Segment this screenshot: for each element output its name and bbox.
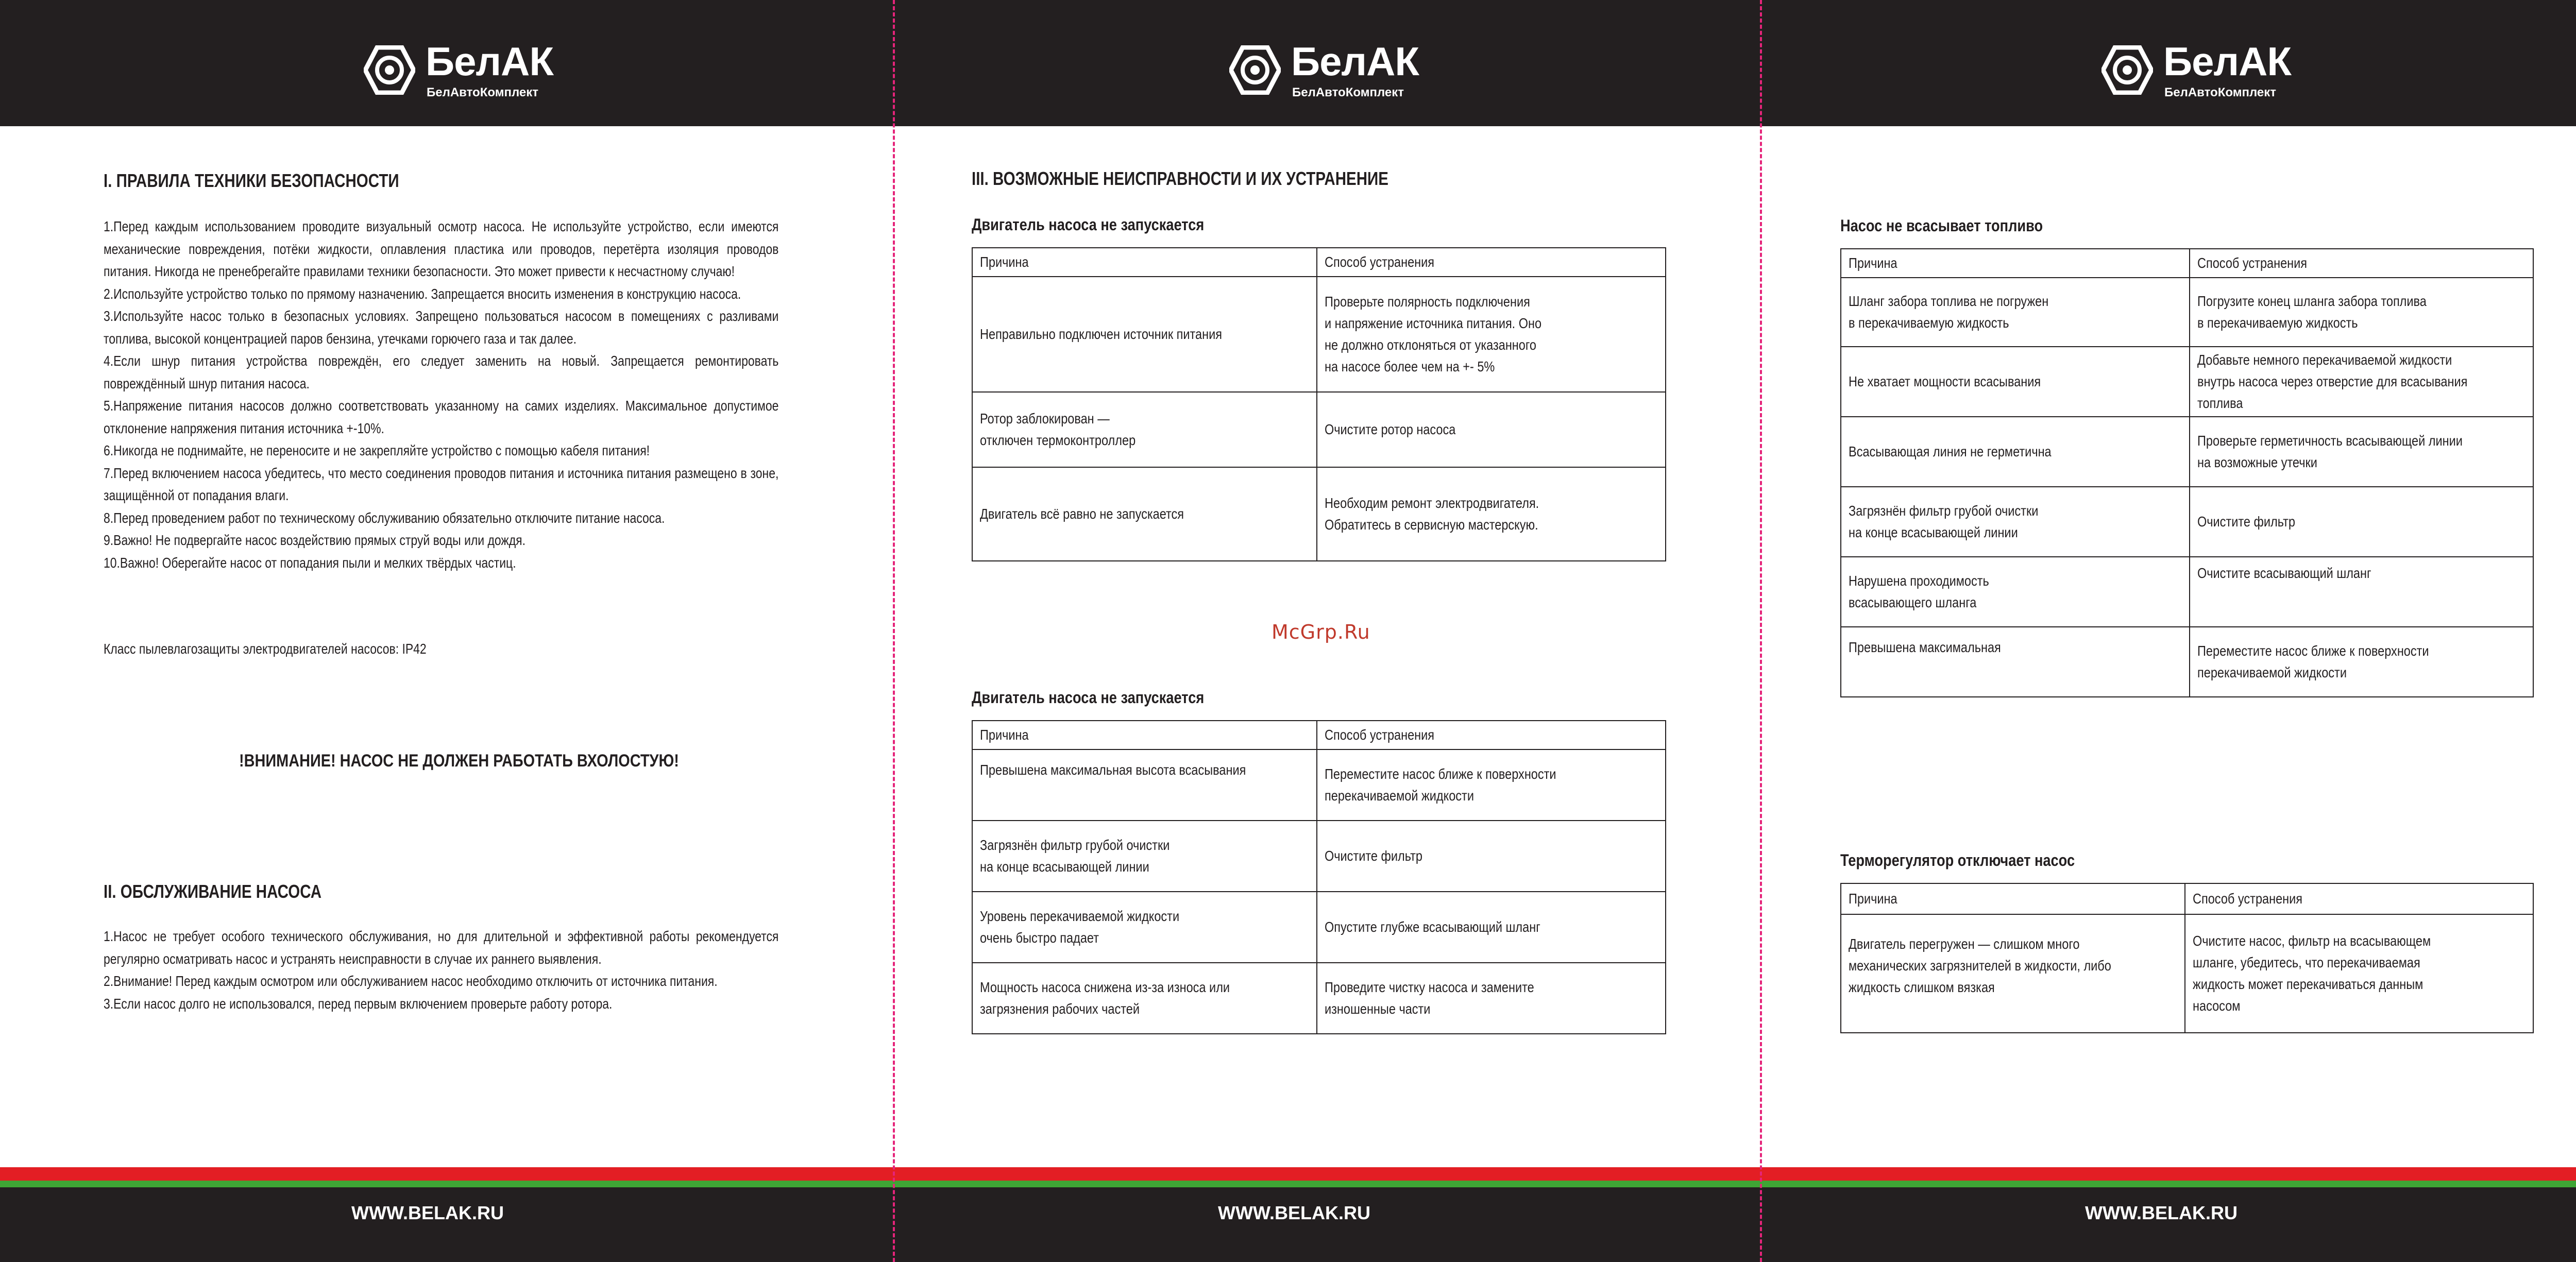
hex-nut-icon [2102, 45, 2153, 95]
protection-class: Класс пылевлагозащиты электродвигателей насосов: IP42 [104, 641, 427, 657]
fault-table [972, 247, 1666, 561]
table-row [972, 392, 1666, 467]
table-row [972, 277, 1666, 392]
safety-rule: 9.Важно! Не подвергайте насос воздействию прямых струй воды или дождя. [104, 532, 526, 548]
cause-header: Причина [1841, 883, 2185, 914]
fix-header: Способ устранения [1317, 248, 1666, 277]
cause-cell: Двигатель всё равно не запускается [972, 467, 1317, 561]
table-row [1841, 278, 2533, 347]
footer-url[interactable]: WWW.BELAK.RU [351, 1202, 504, 1223]
fix-cell: Очистите фильтр [1317, 821, 1666, 892]
fix-header: Способ устранения [2185, 883, 2533, 914]
fix-cell: Проведите чистку насоса и замените изношенные части [1317, 963, 1666, 1034]
cause-cell: Мощность насоса снижена из-за износа или загрязнения рабочих частей [972, 963, 1317, 1034]
fix-cell: Проверьте полярность подключения и напряжение источника питания. Оно не должно отклоняться от указанного на насосе более чем на +- 5% [1317, 277, 1666, 392]
brand-name: БелАК [2163, 39, 2291, 84]
table-row [1841, 557, 2533, 627]
safety-rule: 7.Перед включением насоса убедитесь, что место соединения проводов питания и источника питания размещено в зоне, защищённой от попадания влаги. [104, 465, 779, 503]
troubleshooting-title: III. ВОЗМОЖНЫЕ НЕИСПРАВНОСТИ И ИХ УСТРАНЕНИЕ [972, 168, 1388, 189]
red-stripe [0, 1167, 2576, 1181]
table-row [1841, 417, 2533, 487]
fix-cell: Добавьте немного перекачиваемой жидкости внутрь насоса через отверстие для всасывания топлива [2190, 347, 2533, 417]
table-row [972, 467, 1666, 561]
footer-band [0, 1187, 2576, 1262]
fault-table [1840, 883, 2534, 1033]
fix-cell: Проверьте герметичность всасывающей линии на возможные утечки [2190, 417, 2533, 487]
table-title: Двигатель насоса не запускается [972, 215, 1205, 234]
brand-subtitle: БелАвтоКомплект [427, 86, 538, 99]
cause-cell: Загрязнён фильтр грубой очистки на конце всасывающей линии [1841, 487, 2190, 557]
cause-cell: Всасывающая линия не герметична [1841, 417, 2190, 487]
fix-header: Способ устранения [2190, 249, 2533, 278]
safety-rule: 3.Используйте насос только в безопасных условиях. Запрещено пользоваться насосом в помещениях с разливами топлива, высокой концентрацией паров бензина, утечками горючего газа и так далее. [104, 308, 779, 347]
cause-header: Причина [1841, 249, 2190, 278]
safety-rule: 5.Напряжение питания насосов должно соответствовать указанному на самих изделиях. Максимальное допустимое отклонение напряжения питания источника +-10%. [104, 398, 779, 436]
watermark: McGrp.Ru [1272, 621, 1370, 643]
cause-header: Причина [972, 248, 1317, 277]
safety-rule: 10.Важно! Оберегайте насос от попадания пыли и мелких твёрдых частиц. [104, 554, 516, 571]
fault-table [972, 720, 1666, 1034]
fix-cell: Очистите насос, фильтр на всасывающем шланге, убедитесь, что перекачиваемая жидкость может перекачиваться данным насосом [2185, 914, 2533, 1033]
fix-cell: Очистите всасывающий шланг [2190, 557, 2533, 627]
hex-nut-icon [364, 45, 415, 95]
maintenance-rule: 3.Если насос долго не использовался, перед первым включением проверьте работу ротора. [104, 995, 613, 1012]
safety-rules [104, 215, 778, 574]
cause-cell: Шланг забора топлива не погружен в перекачиваемую жидкость [1841, 278, 2190, 347]
cause-cell: Превышена максимальная [1841, 627, 2190, 697]
cause-cell: Уровень перекачиваемой жидкости очень быстро падает [972, 892, 1317, 963]
cause-cell: Нарушена проходимость всасывающего шланга [1841, 557, 2190, 627]
safety-rule: 4.Если шнур питания устройства повреждён, его следует заменить на новый. Запрещается ремонтировать повреждённый шнур питания насоса. [104, 353, 779, 391]
cause-header: Причина [972, 721, 1317, 749]
table-title: Терморегулятор отключает насос [1840, 851, 2075, 869]
fix-cell: Переместите насос ближе к поверхности перекачиваемой жидкости [1317, 749, 1666, 821]
footer-url[interactable]: WWW.BELAK.RU [2085, 1202, 2238, 1223]
cause-cell: Превышена максимальная высота всасывания [972, 749, 1317, 821]
table-row [1841, 347, 2533, 417]
idle-warning: !ВНИМАНИЕ! НАСОС НЕ ДОЛЖЕН РАБОТАТЬ ВХОЛОСТУЮ! [239, 751, 679, 771]
fold-line [1760, 0, 1762, 1262]
fix-cell: Переместите насос ближе к поверхности перекачиваемой жидкости [2190, 627, 2533, 697]
cause-cell: Загрязнён фильтр грубой очистки на конце всасывающей линии [972, 821, 1317, 892]
fix-header: Способ устранения [1317, 721, 1666, 749]
fix-cell: Опустите глубже всасывающий шланг [1317, 892, 1666, 963]
maintenance-rule: 1.Насос не требует особого технического обслуживания, но для длительной и эффективной работы рекомендуется регулярно осматривать насос и устранять неисправности в случае их раннего выявления. [104, 928, 779, 967]
table-row [972, 821, 1666, 892]
safety-rule: 8.Перед проведением работ по техническому обслуживанию обязательно отключите питание насоса. [104, 509, 665, 526]
cause-cell: Не хватает мощности всасывания [1841, 347, 2190, 417]
table-row [972, 892, 1666, 963]
table-row [1841, 914, 2533, 1033]
fix-cell: Погрузите конец шланга забора топлива в перекачиваемую жидкость [2190, 278, 2533, 347]
table-row [1841, 487, 2533, 557]
maintenance-rule: 2.Внимание! Перед каждым осмотром или обслуживанием насос необходимо отключить от источника питания. [104, 973, 718, 989]
safety-rule: 6.Никогда не поднимайте, не переносите и не закрепляйте устройство с помощью кабеля питания! [104, 442, 650, 458]
brand-name: БелАК [426, 39, 553, 84]
fix-cell: Очистите ротор насоса [1317, 392, 1666, 467]
brand-subtitle: БелАвтоКомплект [2164, 86, 2276, 99]
hex-nut-icon [1229, 45, 1281, 95]
footer-url[interactable]: WWW.BELAK.RU [1218, 1202, 1370, 1223]
table-title: Насос не всасывает топливо [1840, 216, 2043, 235]
fold-line [893, 0, 895, 1262]
maintenance-title: II. ОБСЛУЖИВАНИЕ НАСОСА [104, 881, 322, 902]
green-stripe [0, 1181, 2576, 1187]
fix-cell: Очистите фильтр [2190, 487, 2533, 557]
safety-rule: 1.Перед каждым использованием проводите визуальный осмотр насоса. Не используйте устройство, если имеются механические повреждения, потёки жидкости, оплавления пластика или проводов, перетёрта изоляция проводов питания. Никогда не пренебрегайте правилами техники безопасности. Это может привести к несчастному случаю! [104, 218, 779, 279]
cause-cell: Двигатель перегружен — слишком много механических загрязнителей в жидкости, либо жидкость слишком вязкая [1841, 914, 2185, 1033]
cause-cell: Неправильно подключен источник питания [972, 277, 1317, 392]
table-row [1841, 627, 2533, 697]
brand-name: БелАК [1291, 39, 1419, 84]
fault-table [1840, 248, 2534, 697]
maintenance-rules [104, 925, 778, 1015]
cause-cell: Ротор заблокирован — отключен термоконтроллер [972, 392, 1317, 467]
fix-cell: Необходим ремонт электродвигателя. Обратитесь в сервисную мастерскую. [1317, 467, 1666, 561]
table-row [972, 749, 1666, 821]
table-row [972, 963, 1666, 1034]
table-title: Двигатель насоса не запускается [972, 688, 1205, 707]
safety-rule: 2.Используйте устройство только по прямому назначению. Запрещается вносить изменения в конструкцию насоса. [104, 285, 741, 302]
brand-subtitle: БелАвтоКомплект [1292, 86, 1404, 99]
safety-title: I. ПРАВИЛА ТЕХНИКИ БЕЗОПАСНОСТИ [104, 170, 399, 191]
